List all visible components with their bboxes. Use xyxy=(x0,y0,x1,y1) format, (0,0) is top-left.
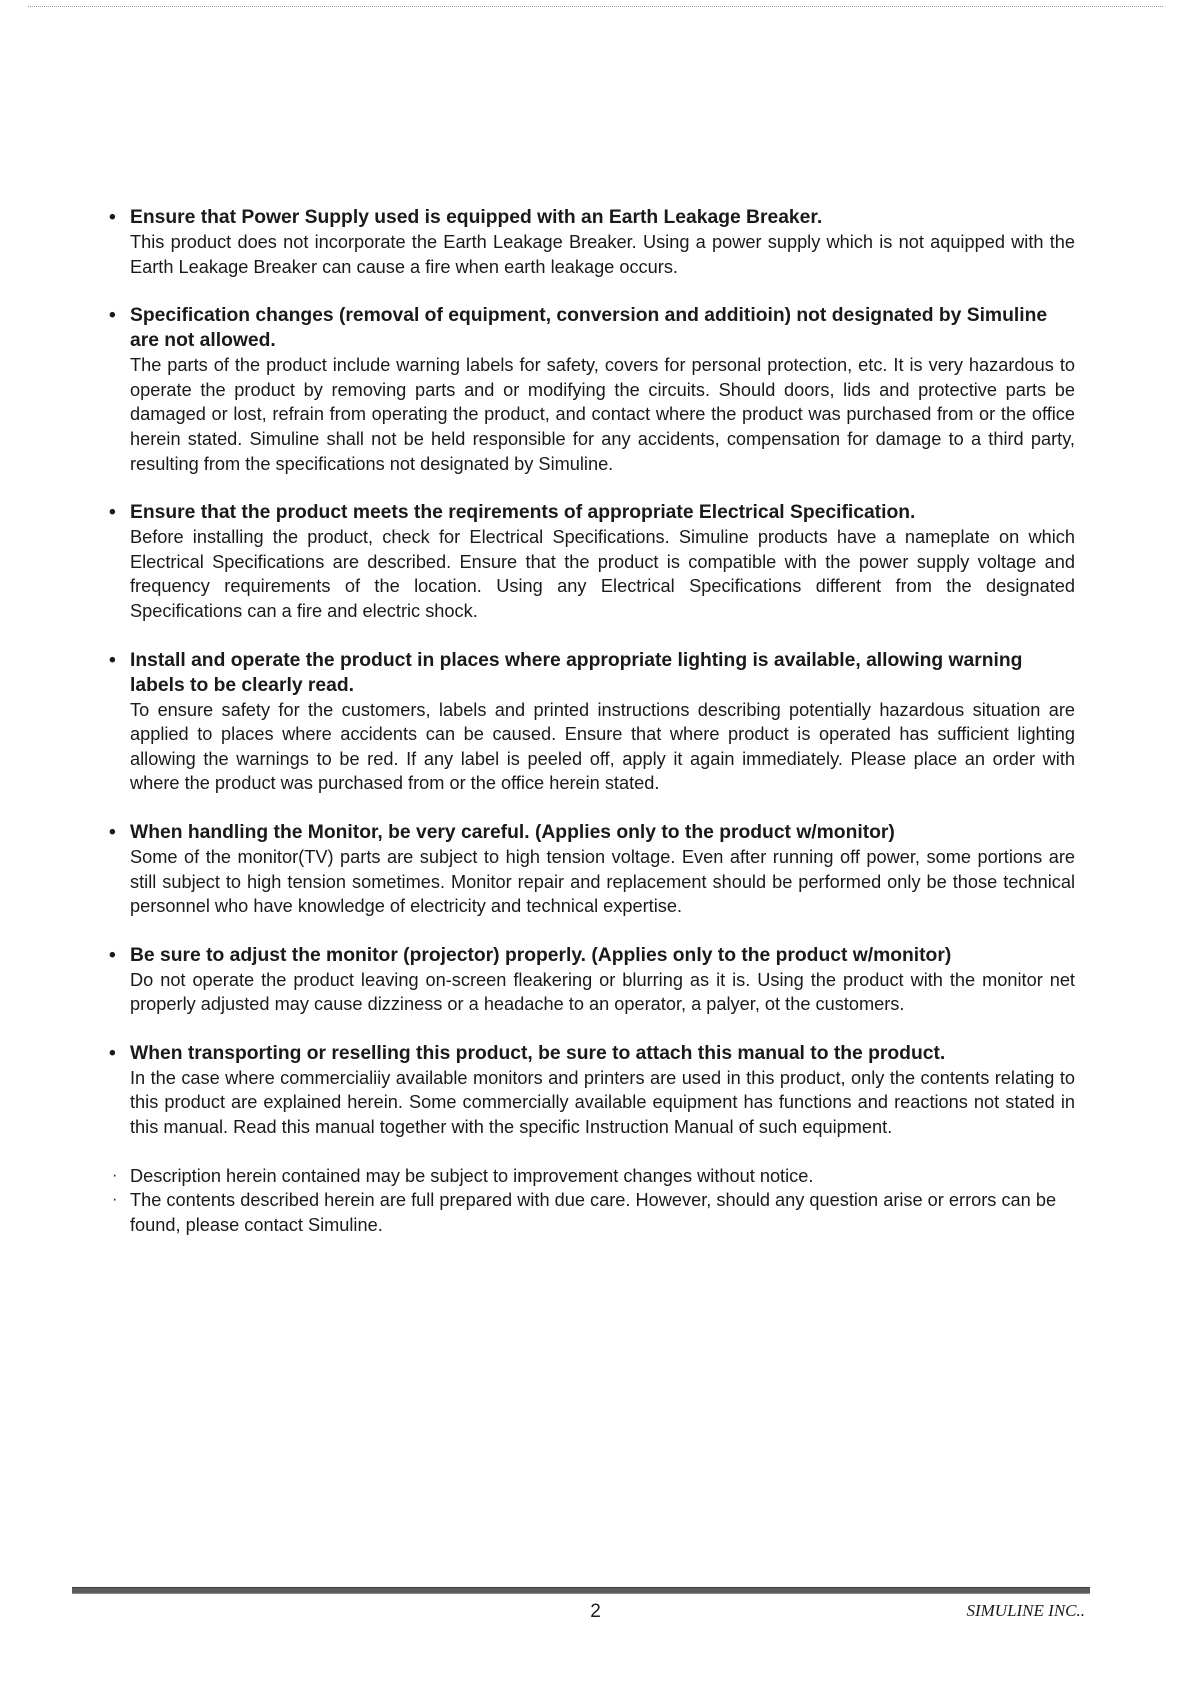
section-heading: Install and operate the product in places where appropriate lighting is available, allowing warning labels to be clearly read. xyxy=(130,649,1023,696)
section-body: Before installing the product, check for Electrical Specifications. Simuline products have a nameplate on which Electrical Specifications are described. Ensure that the product is compatible with the power supply voltage and frequency requirements of the location. Using any Electrical Specifications different from the designated Specifications can a fire and electric shock. xyxy=(130,527,1075,621)
note-text: The contents described herein are full prepared with due care. However, should any question arise or errors can be found, please contact Simuline. xyxy=(130,1190,1057,1235)
warning-content xyxy=(109,205,1075,1237)
section-monitor-adjustment xyxy=(109,943,1075,1017)
top-border-line xyxy=(28,6,1163,7)
section-heading: Be sure to adjust the monitor (projector) properly. (Applies only to the product w/monitor) xyxy=(130,944,952,966)
note-item xyxy=(109,1164,1075,1189)
section-body: To ensure safety for the customers, labels and printed instructions describing potentially hazardous situation are applied to places where accidents can be caused. Ensure that where product is operated has sufficient lighting allowing the warnings to be red. If any label is peeled off, apply it again immediately. Please place an order with where the product was purchased from or the office herein stated. xyxy=(130,699,1075,794)
bullet-icon: • xyxy=(109,305,116,327)
notes-list xyxy=(109,1164,1075,1238)
note-dot-icon: · xyxy=(112,1191,118,1209)
section-heading: When transporting or reselling this product, be sure to attach this manual to the product. xyxy=(130,1042,946,1064)
footer-company-name: SIMULINE INC.. xyxy=(966,1601,1085,1620)
bullet-icon: • xyxy=(109,944,116,966)
page-number: 2 xyxy=(590,1601,601,1622)
footer-divider xyxy=(72,1587,1090,1594)
section-heading: Ensure that the product meets the reqirements of appropriate Electrical Specification. xyxy=(130,502,916,524)
section-electrical-specification xyxy=(109,500,1075,623)
section-heading: Specification changes (removal of equipment, conversion and additioin) not designated by Simuline are not allowed. xyxy=(130,305,1048,352)
note-text: Description herein contained may be subject to improvement changes without notice. xyxy=(130,1165,814,1186)
section-monitor-handling xyxy=(109,820,1075,919)
bullet-icon: • xyxy=(109,821,116,843)
section-body: Some of the monitor(TV) parts are subject to high tension voltage. Even after running off power, some portions are still subject to high tension sometimes. Monitor repair and replacement should be performed only be those technical personnel who have knowledge of electricity and technical expertise. xyxy=(130,846,1075,917)
section-specification-changes xyxy=(109,303,1075,476)
bullet-icon: • xyxy=(109,502,116,524)
section-earth-leakage xyxy=(109,205,1075,279)
section-lighting xyxy=(109,648,1075,796)
section-body: Do not operate the product leaving on-screen fleakering or blurring as it is. Using the product with the monitor net properly adjusted may cause dizziness or a headache to an operator, a palyer, ot the customers. xyxy=(130,969,1075,1015)
bullet-icon: • xyxy=(109,207,116,228)
section-body: In the case where commercialiiy available monitors and printers are used in this product, only the contents relating to this product are explained herein. Some commercially available equipment has functions and reactions not stated in this manual. Read this manual together with the specific Instruction Manual of such equipment. xyxy=(130,1067,1075,1138)
bullet-icon: • xyxy=(109,649,116,671)
note-item xyxy=(109,1188,1075,1237)
bullet-icon: • xyxy=(109,1042,116,1064)
section-transporting-reselling xyxy=(109,1041,1075,1140)
section-body: The parts of the product include warning labels for safety, covers for personal protection, etc. It is very hazardous to operate the product by removing parts and or modifying the circuits. Should doors, lids and protective parts be damaged or lost, refrain from operating the product, and contact where the product was purchased from or the office herein stated. Simuline shall not be held responsible for any accidents, compensation for damage to a third party, resulting from the specifications not designated by Simuline. xyxy=(130,355,1075,474)
section-heading: Ensure that Power Supply used is equipped with an Earth Leakage Breaker. xyxy=(130,207,823,228)
section-body: This product does not incorporate the Earth Leakage Breaker. Using a power supply which is not aquipped with the Earth Leakage Breaker can cause a fire when earth leakage occurs. xyxy=(130,232,1075,277)
note-dot-icon: · xyxy=(112,1166,118,1184)
section-heading: When handling the Monitor, be very careful. (Applies only to the product w/monitor) xyxy=(130,821,895,843)
